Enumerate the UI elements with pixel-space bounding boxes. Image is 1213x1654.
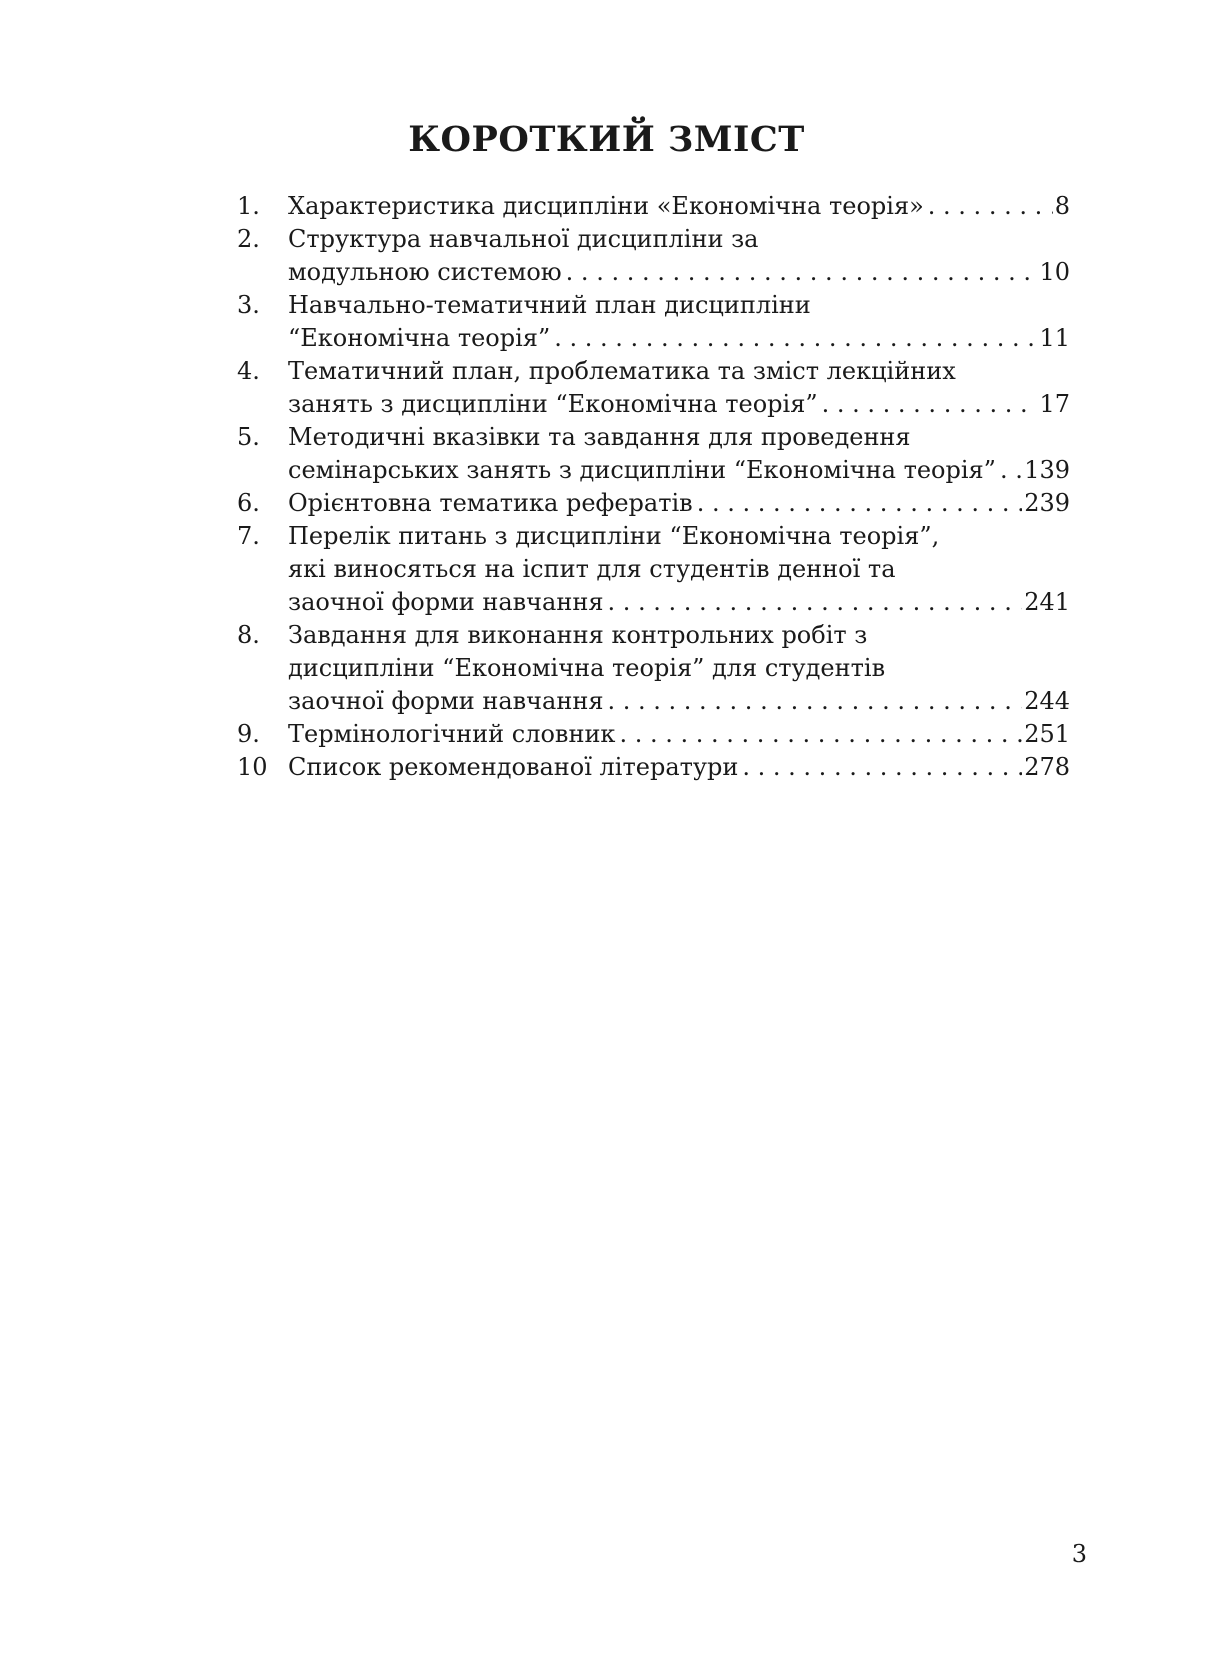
dot-leader <box>554 322 1037 355</box>
toc-entry-title: семінарських занять з дисципліни “Економічна теорія” <box>288 456 996 484</box>
toc-entry-title: модульною системою <box>288 258 562 286</box>
dot-leader <box>742 751 1022 784</box>
toc-entry-number: 5. <box>237 423 260 451</box>
toc-entry-title-line: Перелік питань з дисципліни “Економічна теорія”, <box>288 522 940 550</box>
toc-entry-4[interactable] <box>237 355 1070 421</box>
toc-entry-number: 8. <box>237 621 260 649</box>
toc-entry-page: 241 <box>1024 588 1070 616</box>
dot-leader <box>1000 454 1022 487</box>
toc-entry-number: 7. <box>237 522 260 550</box>
toc-entry-page: 244 <box>1024 687 1070 715</box>
toc-entry-number: 6. <box>237 489 260 517</box>
dot-leader <box>566 256 1038 289</box>
toc-entry-page: 239 <box>1024 489 1070 517</box>
toc-entry-7[interactable] <box>237 520 1070 619</box>
toc-entry-number: 4. <box>237 357 260 385</box>
toc-entry-title-line: Методичні вказівки та завдання для проведення <box>288 423 911 451</box>
toc-entry-page: 8 <box>1054 192 1070 220</box>
toc-entry-number: 9. <box>237 720 260 748</box>
toc-entry-8[interactable] <box>237 619 1070 718</box>
toc-entry-title-line: дисципліни “Економічна теорія” для студентів <box>288 654 886 682</box>
toc-entry-title: Характеристика дисципліни «Економічна теорія» <box>288 192 924 220</box>
toc-entry-number: 2. <box>237 225 260 253</box>
dot-leader <box>697 487 1023 520</box>
toc-entry-number: 10 <box>237 753 268 781</box>
toc-entry-title-line: Завдання для виконання контрольних робіт з <box>288 621 868 649</box>
dot-leader <box>928 190 1053 223</box>
toc-entry-title: заочної форми навчання <box>288 687 604 715</box>
toc-entry-title: “Економічна теорія” <box>288 324 551 352</box>
toc-entry-title-line: які виносяться на іспит для студентів денної та <box>288 555 896 583</box>
dot-leader <box>607 685 1022 718</box>
toc-entry-title: Орієнтовна тематика рефератів <box>288 489 693 517</box>
toc-entry-title: Термінологічний словник <box>288 720 616 748</box>
toc-entry-number: 1. <box>237 192 260 220</box>
page-number: 3 <box>1071 1540 1087 1568</box>
table-of-contents <box>237 190 1070 784</box>
toc-entry-page: 10 <box>1039 258 1070 286</box>
toc-entry-title: заочної форми навчання <box>288 588 604 616</box>
toc-entry-number: 3. <box>237 291 260 319</box>
dot-leader <box>822 388 1038 421</box>
dot-leader <box>619 718 1022 751</box>
toc-entry-6[interactable] <box>237 487 1070 520</box>
toc-entry-title: Список рекомендованої літератури <box>288 753 739 781</box>
toc-entry-title-line: Структура навчальної дисципліни за <box>288 225 759 253</box>
page-title: КОРОТКИЙ ЗМІСТ <box>408 119 805 160</box>
toc-entry-3[interactable] <box>237 289 1070 355</box>
toc-entry-5[interactable] <box>237 421 1070 487</box>
toc-entry-page: 251 <box>1024 720 1070 748</box>
toc-entry-title: занять з дисципліни “Економічна теорія” <box>288 390 818 418</box>
dot-leader <box>607 586 1022 619</box>
toc-entry-10[interactable] <box>237 751 1070 784</box>
toc-entry-page: 139 <box>1024 456 1070 484</box>
toc-entry-2[interactable] <box>237 223 1070 289</box>
toc-entry-1[interactable] <box>237 190 1070 223</box>
toc-entry-page: 11 <box>1039 324 1070 352</box>
toc-entry-title-line: Тематичний план, проблематика та зміст лекційних <box>288 357 956 385</box>
toc-entry-title-line: Навчально-тематичний план дисципліни <box>288 291 811 319</box>
toc-entry-9[interactable] <box>237 718 1070 751</box>
toc-entry-page: 17 <box>1039 390 1070 418</box>
toc-entry-page: 278 <box>1024 753 1070 781</box>
